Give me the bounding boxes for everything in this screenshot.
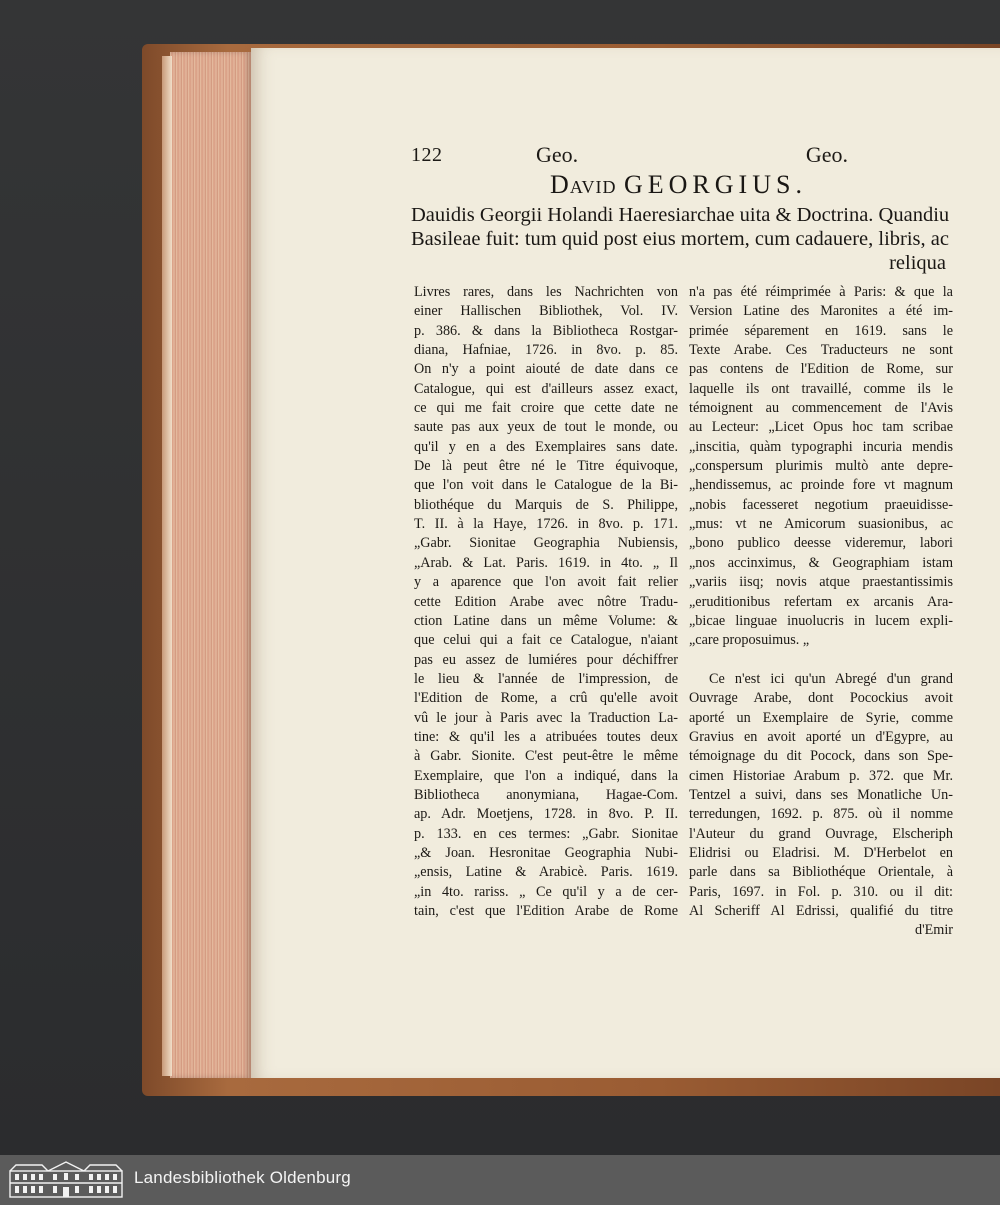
book-title-line: Basileae fuit: tum quid post eius mortem, cum cadauere, libris, ac (411, 228, 949, 250)
text-line: „nobis facesseret negotium praeuidisse- (689, 496, 953, 513)
text-line: „ensis, Latine & Arabicè. Paris. 1619. (414, 864, 678, 881)
text-line: laquelle ils ont travaillé, comme ils le (689, 380, 953, 397)
text-line: „inscitia, quàm typographi incuria mendis (689, 438, 953, 455)
text-line: le lieu & l'année de l'impression, de (414, 670, 678, 687)
text-line: primée séparement en 1619. sans le (689, 322, 953, 339)
text-line: ap. Adr. Moetjens, 1728. in 8vo. P. II. (414, 806, 678, 823)
text-line: que celui qui a fait ce Catalogue, n'aiant (414, 632, 678, 649)
text-line: „hendissemus, ac proinde fore vt magnum (689, 477, 953, 494)
text-line: tine: & qu'il les a atribuées toutes deux (414, 728, 678, 745)
text-line: d'Emir (914, 922, 953, 939)
text-line: ction Latine dans un même Volume: & (414, 612, 678, 629)
book-title-line: Dauidis Georgii Holandi Haeresiarchae uita & Doctrina. Quandiu (411, 204, 950, 226)
text-line: Bibliotheca anonymiana, Hagae-Com. (414, 786, 678, 803)
text-line: cimen Historiae Arabum p. 372. que Mr. (689, 767, 953, 784)
library-footer (0, 1155, 1000, 1205)
text-line: Ce n'est ici qu'un Abregé d'un grand (709, 670, 953, 687)
text-line: l'Auteur du grand Ouvrage, Elscheriph (689, 825, 953, 842)
text-line: à Gabr. Sionite. C'est peut-être le même (414, 748, 678, 765)
text-line: „variis iisq; novis atque praestantissimis (689, 574, 953, 591)
text-line: p. 386. & dans la Bibliotheca Rostgar- (414, 322, 678, 339)
page-edges (170, 52, 251, 1078)
text-line: p. 133. en ces termes: „Gabr. Sionitae (414, 825, 678, 842)
text-line: qu'il y en a des Exemplaires sans date. (414, 438, 678, 455)
text-line: De là peut être né le Titre équivoque, (414, 458, 678, 475)
text-line: témoignage du dit Pocock, dans son Spe- (689, 748, 953, 765)
running-head (411, 140, 848, 170)
library-name: Landesbibliothek Oldenburg (134, 1168, 351, 1187)
text-line: „& Joan. Hesronitae Geographia Nubi- (414, 844, 678, 861)
text-line: ce qui me fait croire que cette date ne (414, 400, 678, 417)
text-line: „bono publico deesse videremur, labori (689, 535, 953, 552)
text-line: Version Latine des Maronites a été im- (689, 303, 953, 320)
text-line: au Lecteur: „Licet Opus hoc tam scribae (689, 419, 953, 436)
text-line: aporté un Exemplaire de Syrie, comme (689, 709, 953, 726)
text-line: „eruditionibus refertam ex arcanis Ara- (689, 593, 953, 610)
text-line: „care proposuimus. „ (689, 632, 810, 649)
text-line: témoignent au commencement de l'Avis (689, 400, 953, 417)
text-line: l'Edition de Rome, a crû qu'elle avoit (414, 690, 678, 707)
text-line: „in 4to. rariss. „ Ce qu'il y a de cer- (414, 883, 678, 900)
text-line: Al Scheriff Al Edrissi, qualifié du titre (689, 903, 953, 919)
entry-heading-second: GEORGIUS. (624, 170, 807, 199)
text-line: „mus: vt ne Amicorum suasionibus, ac (689, 516, 953, 533)
right-column (689, 283, 953, 941)
text-line: On n'y a point aiouté de date dans ce (414, 361, 678, 378)
text-line: „conspersum plurimis multò ante depre- (689, 458, 953, 475)
page-edge-highlight (162, 56, 172, 1076)
text-line: cette Edition Arabe avec nôtre Tradu- (414, 593, 678, 610)
text-line: pas contens de l'Edition de Rome, sur (689, 361, 953, 378)
text-line: saute pas aux yeux de tout le monde, ou (414, 419, 678, 436)
book-title (411, 203, 950, 275)
text-line: „bicae linguae inuolucris in lucem expli- (689, 612, 953, 629)
running-head-right: Geo. (805, 142, 848, 167)
text-line: bliothéque du Marquis de S. Philippe, (414, 496, 678, 513)
text-line: Texte Arabe. Ces Traducteurs ne sont (689, 342, 953, 359)
text-line: einer Hallischen Bibliothek, Vol. IV. (414, 303, 678, 320)
text-line: terredungen, 1692. p. 875. où il nomme (689, 806, 953, 823)
library-building-icon (8, 1159, 124, 1199)
text-line: Elidrisi ou Eladrisi. M. D'Herbelot en (689, 844, 953, 861)
text-line: Paris, 1697. in Fol. p. 310. ou il dit: (689, 883, 953, 900)
text-line: parle dans sa Bibliothéque Orientale, à (689, 864, 953, 881)
page-number: 122 (411, 144, 443, 166)
paragraph-gap (689, 651, 953, 670)
entry-heading (411, 170, 946, 200)
text-line: y a aparence que l'on avoit fait relier (414, 574, 678, 591)
text-line: diana, Hafniae, 1726. in 8vo. p. 85. (414, 342, 678, 359)
running-head-left: Geo. (536, 142, 579, 167)
text-line: pas eu assez de lumiéres pour déchiffrer (414, 651, 678, 668)
text-line: „Arab. & Lat. Paris. 1619. in 4to. „ Il (414, 554, 678, 571)
text-line: que l'on voit dans le Catalogue de la Bi- (414, 477, 678, 494)
text-line: tain, c'est que l'Edition Arabe de Rome (414, 903, 678, 919)
text-line: Livres rares, dans les Nachrichten von (414, 284, 678, 300)
text-line: n'a pas été réimprimée à Paris: & que la (689, 284, 953, 300)
text-line: T. II. à la Haye, 1726. in 8vo. p. 171. (414, 516, 678, 533)
book-title-line: reliqua (889, 252, 946, 274)
entry-heading-first: David (550, 170, 617, 199)
text-line: Tentzel a suivi, dans ses Monatliche Un- (689, 786, 953, 803)
left-column (414, 283, 678, 921)
text-line: „nos accinximus, & Geographiam istam (689, 554, 953, 571)
text-line: Gravius en avoit aporté un d'Egypre, au (689, 728, 953, 745)
text-line: „Gabr. Sionitae Geographia Nubiensis, (414, 535, 678, 552)
text-line: Ouvrage Arabe, dont Pocockius avoit (689, 690, 953, 707)
text-line: vû le jour à Paris avec la Traduction La- (414, 709, 678, 726)
text-line: Exemplaire, que l'on a indiqué, dans la (414, 767, 678, 784)
text-line: Catalogue, qui est d'ailleurs assez exact, (414, 380, 678, 397)
